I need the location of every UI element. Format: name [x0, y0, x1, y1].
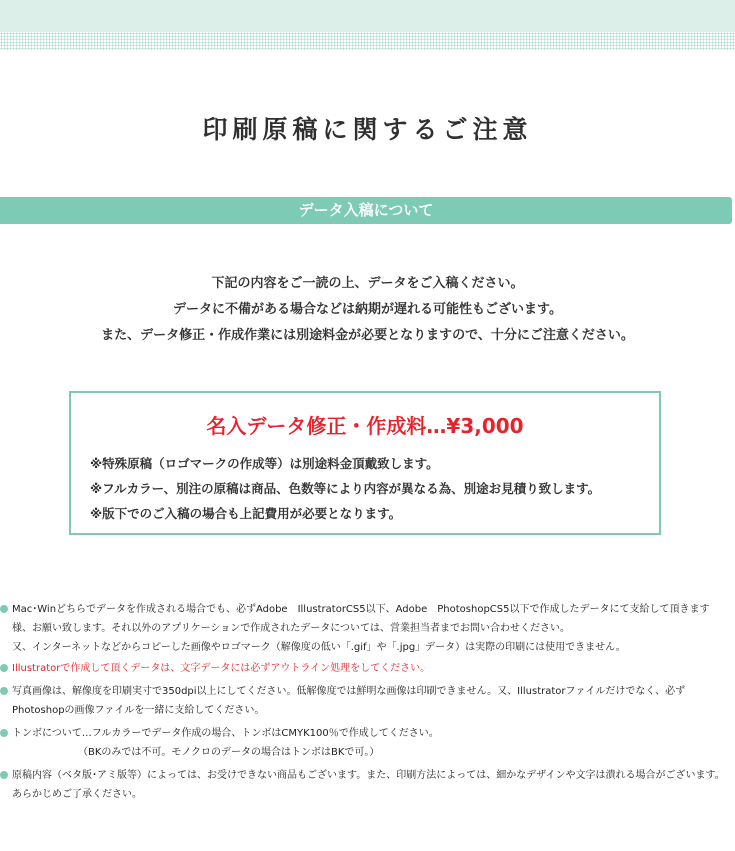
note-line: 写真画像は、解像度を印刷実寸で350dpi以上にしてください。低解像度では鮮明な画像は印刷できません。又、Illustratorファイルだけでなく、必ず	[12, 686, 686, 697]
note-item-emphasis	[0, 659, 735, 678]
note-item	[0, 724, 735, 762]
note-line: 原稿内容（ベタ版･アミ版等）によっては、お受けできない商品もございます。また、印刷方法によっては、細かなデザインや文字は潰れる場合がございます。	[12, 770, 725, 781]
intro-line: また、データ修正・作成作業には別途料金が必要となりますので、十分にご注意ください。	[101, 328, 634, 343]
section-heading: データ入稿について	[0, 197, 732, 224]
note-line: あらかじめご了承ください。	[12, 789, 142, 800]
fee-note: ※版下でのご入稿の場合も上記費用が必要となります。	[90, 506, 402, 521]
note-line: 様、お願い致します。それ以外のアプリケーションで作成されたデータについては、営業担当者までお問い合わせください。	[12, 623, 570, 634]
note-line: Illustratorで作成して頂くデータは、文字データには必ずアウトライン処理をしてください。	[12, 663, 431, 674]
note-item	[0, 766, 735, 804]
bullet-icon	[0, 729, 8, 737]
fee-box	[69, 391, 661, 535]
intro-line: データに不備がある場合などは納期が遅れる可能性もございます。	[173, 302, 562, 317]
bullet-icon	[0, 605, 8, 613]
fee-title: 名入データ修正・作成料…¥3,000	[206, 414, 524, 438]
fee-note: ※特殊原稿（ロゴマークの作成等）は別途料金頂戴致します。	[90, 456, 439, 471]
bullet-icon	[0, 664, 8, 672]
intro-line: 下記の内容をご一読の上、データをご入稿ください。	[211, 276, 524, 291]
dotted-divider	[0, 32, 735, 50]
intro-text	[0, 271, 735, 349]
note-item	[0, 600, 735, 657]
page-title: 印刷原稿に関するご注意	[202, 115, 533, 144]
bullet-icon	[0, 687, 8, 695]
note-item	[0, 682, 735, 720]
notes-list	[0, 600, 735, 804]
note-line: トンボについて…フルカラーでデータ作成の場合、トンボはCMYK100％で作成してください。	[12, 728, 439, 739]
fee-note: ※フルカラー、別注の原稿は商品、色数等により内容が異なる為、別途お見積り致します。	[90, 481, 601, 496]
header-band	[0, 0, 735, 32]
note-line: Mac･Winどちらでデータを作成される場合でも、必ずAdobe IllustratorCS5以下、Adobe PhotoshopCS5以下で作成したデータにて支給して頂きます	[12, 604, 710, 615]
fee-notes	[90, 451, 600, 526]
note-line: 又、インターネットなどからコピーした画像やロゴマーク（解像度の低い「.gif」や「.jpg」データ）は実際の印刷には使用できません。	[12, 642, 626, 653]
note-line: （BKのみでは不可。モノクロのデータの場合はトンボはBKで可。）	[78, 747, 380, 758]
bullet-icon	[0, 771, 8, 779]
note-line: Photoshopの画像ファイルを一緒に支給してください。	[12, 705, 265, 716]
